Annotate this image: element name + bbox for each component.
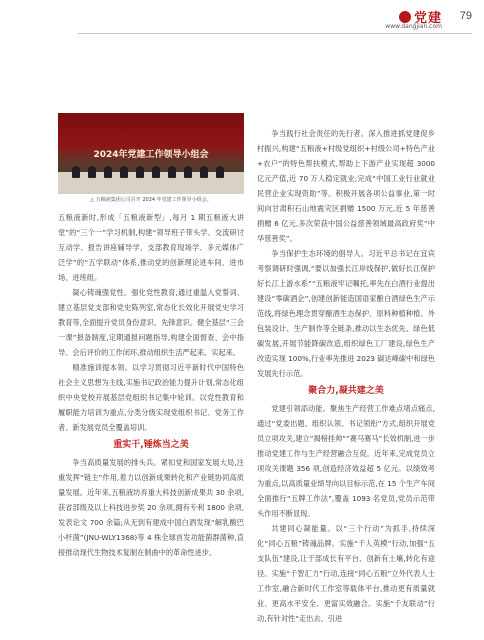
paragraph: 争当保护生态环境的倡导人。习近平总书记在宜宾考察调研时强调,“要以加强长江岸线保护,做好长江保护好长江上游水系”“五粮液牢记嘱托,率先在白酒行业提出建设“零碳酒企”,创建创新能造国语家酿白酒绿色生产示范线,将绿色理念贯穿酿酒生态保护、原料种植种植、外包装设计、生产制作等全链条,推动以生态优先、绿色低碳发展,开展节能降碳改造,组织绿色工厂建设,绿色生产改造实现 100%,行业率先推进 2023 碳达峰碳中和绿色发展先行示范。 [257,249,435,378]
paragraph: 精准施训提本领。以学习贯彻习近平新时代中国特色社会主义思想为主线,实施书记政治能力提升计划,常态化组织中央党校开展基层党组织书记集中轮训。以党性教育和履职能力培训为重点,分类分级实现党组织书记、党务工作者、新发展党员全覆盖培训。 [58,363,244,432]
attendee-figure [72,166,80,178]
paragraph: 争当践行社会责任的先行者。深入推进抓党建促乡村振兴,构建“五粮液+村级党组织+村级公司+特色产业+农户”的特色帮扶模式,帮助上下游产业实现超 3000 亿元产值,近 70 万人稳定就业;完成“中国工业行业就业民营企业实现资助”等。积极开展各项公益事业,第一时间向甘肃积石山地震灾区捐赠 1500 万元,近 5 年慈善捐赠 6 亿元,多次荣获中国公益慈善领域最高政府奖“中华慈善奖”。 [257,129,435,243]
header-divider [78,33,472,34]
paragraph: 争当高质量发展的排头兵。紧扣党和国家发展大局,注重发挥“链主”作用,着力以创新成果转化和产业链协同高质量发展。近年来,五粮液坊弃重大科技创新成果共 30 余项,获省部级及以上科技进步奖 20 余项,拥有专利 1800 余项,发表论文 700 余篇;从无到有建成中国白酒发现“解乳酸巴小杆菌”(JNU-WLY1368)等 4 株全球首发功能菌群菌种,直接推动现代生物技术复制在制曲中的革命性进步。 [58,458,244,557]
brand-name: 党建 [413,11,442,26]
paragraph: 党建引领添动能。聚焦生产经营工作难点堵点痛点,通过“党委出题、组织认领、书记领衔”方式,组织开展党员立项攻关,建立“揭榜挂帅”“赛马赛马”长效机制,进一步推动党建工作与生产经营融合互促。近年来,完成党员立项攻关课题 356 项,创造经济效益超 5 亿元。以绩效考为重点,以高质量业绩导向以目标示范,在 15 个生产车间全面推行“五牌工作法”,覆盖 1093 名党员,党员示范带头作用不断显现。 [257,404,435,518]
paragraph: 共建同心凝能量。以“三个行动”为抓手,持续深化“同心五粮”铸魂品牌。实施“千人英模”行动,加强“五支队伍”建设,让干部成长有平台、创新有土壤,转化有途径。实施“千智汇力”行动,连接“同心五粮”立外代表人士工作室,融合新时代工作室等载体平台,推动更有质量就业、更高水平安全、更富实效融合。实施“千友联动”行动,有针对性“走出去、引进 [257,524,435,623]
page-header [0,0,484,46]
page-number: 79 [459,10,472,22]
attendee-figure [216,166,224,178]
attendee-figure [104,166,112,178]
attendee-figure [200,166,208,178]
attendee-figure [88,166,96,178]
brand-url: www.dangjian.com [385,23,442,30]
logo-icon [399,11,411,23]
attendee-figure [152,166,160,178]
paragraph: 五粮液新时,形成「五粮液新型」,每月 1 期五粮液大讲堂”的“三个一”学习机制,构建“领导班子带头学、交流研讨互动学、报告讲座辅导学、支部教育现场学、多元媒体广泛学”的“五学联动”体系,推动党的创新理论进车间、进市场、进班组。 [58,213,244,282]
photo-caption: △ 五粮液集团公司召开 2024 年党建工作领导小组会。 [90,197,212,203]
paragraph: 凝心铸魂强党性。强化党性教育,通过重温入党誓词、建立基层党支部和党史陈列室,常态化长效化开展党史学习教育等,全面提升党员身份意识、先锋意识。健全基层“三会一课”报备制度,定期通报问题指导,构建全面督查、会中指导、会后评价的工作闭环,推动组织生活严起来、实起来。 [58,288,244,357]
attendee-figure [136,166,144,178]
section-heading: 重实干,锤炼当之美 [113,440,189,450]
attendee-figure [120,166,128,178]
photo-banner-text: 2024年党建工作领导小组会 [93,150,209,160]
attendee-figure [168,166,176,178]
section-heading: 聚合力,凝共建之美 [308,386,384,396]
meeting-photo [58,113,244,194]
left-column [58,210,244,560]
right-column [257,126,435,626]
attendee-figure [184,166,192,178]
